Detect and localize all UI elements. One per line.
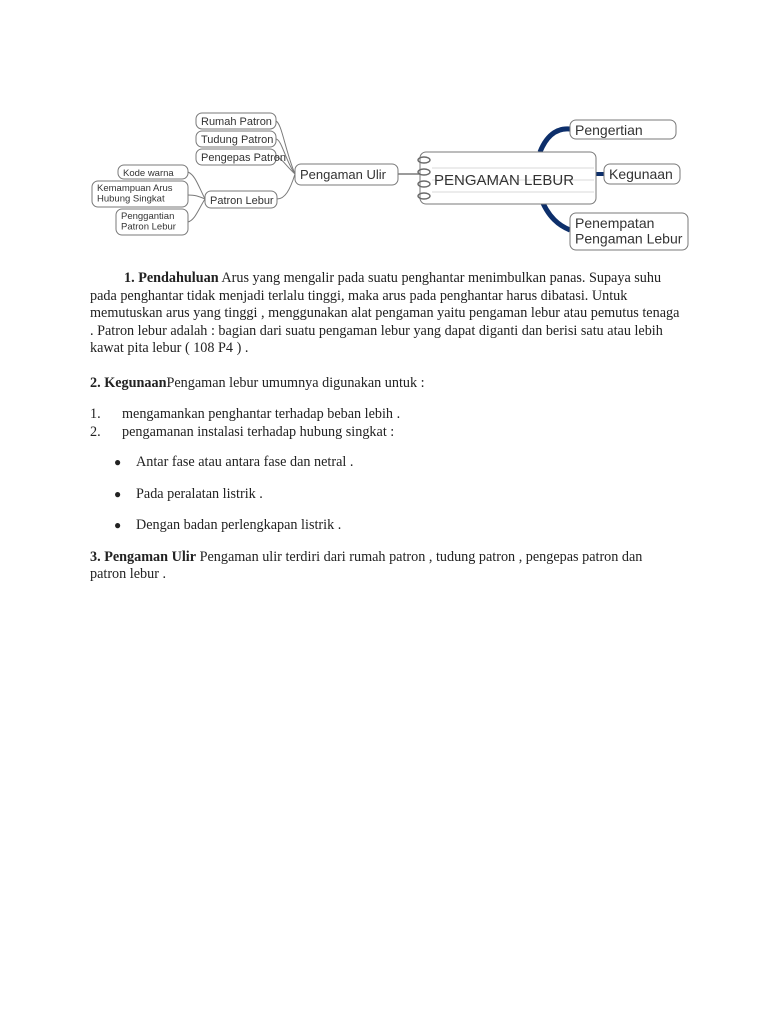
section-body-2: Pengaman lebur umumnya digunakan untuk : — [166, 374, 425, 391]
node-rumah-patron-label: Rumah Patron — [201, 116, 272, 128]
section-heading-3: 3. Pengaman Ulir — [90, 548, 197, 565]
bullet-icon: ● — [114, 486, 122, 501]
bullet-icon: ● — [114, 455, 122, 469]
node-tudung-patron-label: Tudung Patron — [201, 134, 274, 146]
section-body-1: Arus yang mengalir pada suatu penghantar menimbulkan panas. Supaya suhu pada penghantar tidak menjadi terlalu tinggi, maka arus pada penghantar harus dibatasi. Untuk memutuskan arus yang tinggi , menggunakan alat pengaman yaitu pengaman lebur atau pemutus tenaga . Patron lebur adalah : bagian dari suatu pengaman lebur yang dapat diganti dan berisi satu atau lebih kawat pita lebur ( 108 P4 ) . — [90, 270, 680, 356]
section-heading-1: 1. Pendahuluan — [124, 270, 219, 286]
document-body — [90, 270, 680, 584]
bullet-item: ● Antar fase atau antara fase dan netral . — [114, 454, 354, 470]
node-pengepas-patron-label: Pengepas Patron — [201, 152, 287, 164]
connector-kemampuan — [188, 195, 205, 199]
node-kemampuan-arus-label: Kemampuan Arus Hubung Singkat — [97, 183, 173, 205]
section-pengaman-ulir — [90, 549, 680, 584]
node-kegunaan-label: Kegunaan — [609, 166, 673, 182]
center-node-label: PENGAMAN LEBUR — [434, 172, 575, 189]
list-item: 2. pengamanan instalasi terhadap hubung singkat : — [90, 423, 395, 440]
node-penggantian-label: Penggantian Patron Lebur — [121, 211, 176, 233]
mind-map-diagram — [0, 0, 768, 262]
node-patron-lebur-label: Patron Lebur — [210, 195, 274, 207]
bullet-list — [90, 454, 680, 535]
numbered-list — [90, 406, 680, 441]
connector-rumah — [276, 121, 295, 174]
connector-patron-lebur — [277, 174, 295, 199]
bullet-item: ● Pada peralatan listrik . — [114, 485, 263, 502]
node-pengertian-label: Pengertian — [575, 122, 643, 138]
section-body-3: Pengaman ulir terdiri dari rumah patron , tudung patron , pengepas patron dan patron lebur . — [90, 548, 643, 582]
bullet-item: ● Dengan badan perlengkapan listrik . — [114, 517, 342, 533]
node-kode-warna-label: Kode warna — [123, 168, 174, 179]
node-pengaman-ulir-label: Pengaman Ulir — [300, 167, 386, 182]
section-kegunaan — [90, 375, 680, 393]
list-item: 1. mengamankan penghantar terhadap beban lebih . — [90, 406, 401, 422]
node-penempatan-label: Penempatan Pengaman Lebur — [575, 215, 683, 247]
section-heading-2: 2. Kegunaan — [90, 374, 167, 391]
connector-pengertian — [540, 129, 570, 152]
connector-penggantian — [188, 199, 205, 222]
section-pendahuluan — [90, 270, 680, 358]
bullet-icon: ● — [114, 518, 122, 532]
